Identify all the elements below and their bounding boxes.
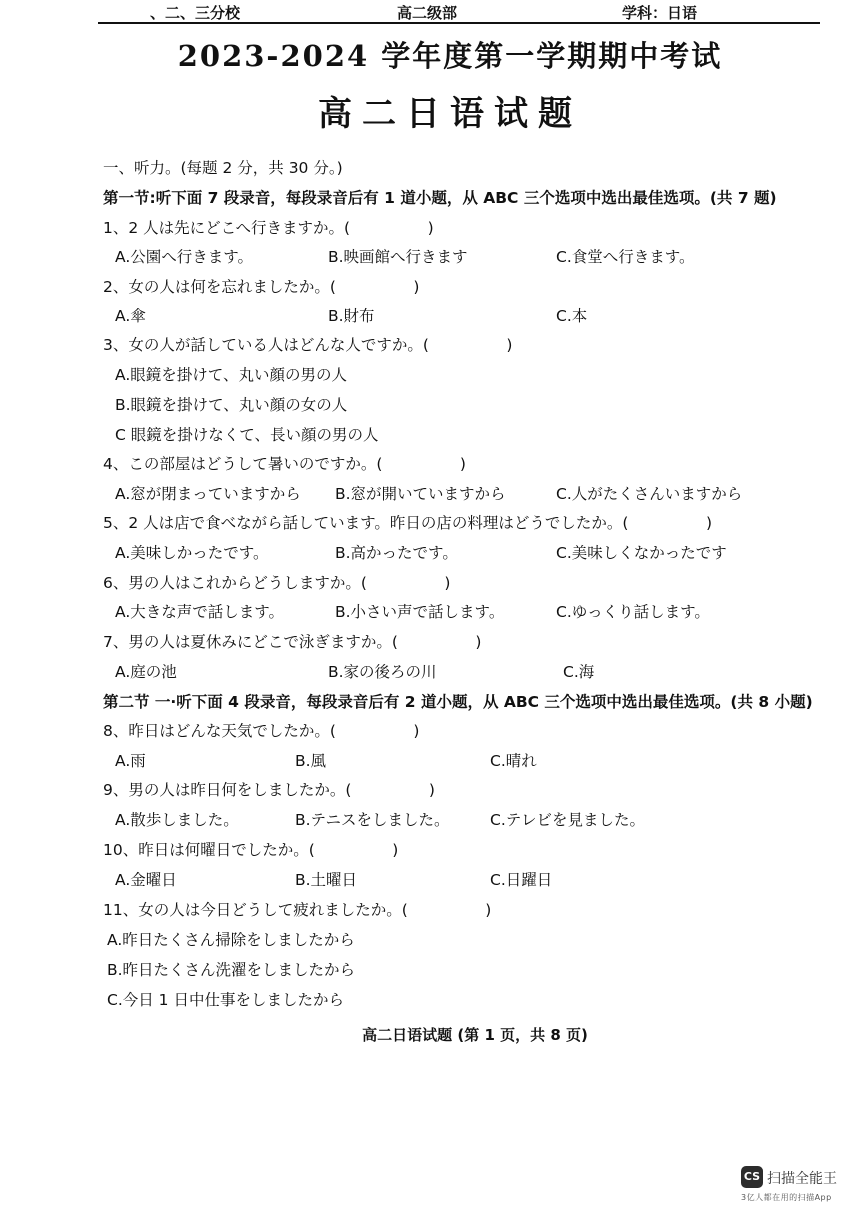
question-11-option-a: A.昨日たくさん掃除をしましたから <box>107 931 355 949</box>
question-8-options <box>0 749 860 777</box>
part1-heading: 第一节:听下面 7 段录音，每段录音后有 1 道小题，从 ABC 三个选项中选出最佳选项。(共 7 题) <box>103 189 777 207</box>
camscanner-logo-icon: CS <box>741 1166 763 1188</box>
question-7: 7、男の人は夏休みにどこで泳ぎますか。( ) <box>103 633 482 651</box>
option-c: C.テレビを見ました。 <box>490 811 645 829</box>
option-b: B.小さい声で話します。 <box>335 603 505 621</box>
option-a: A.大きな声で話します。 <box>115 603 285 621</box>
paper-title: 高二日语试题 <box>318 94 582 134</box>
question-11: 11、女の人は今日どうして疲れましたか。( ) <box>103 901 492 919</box>
question-4: 4、この部屋はどうして暑いのですか。( ) <box>103 455 466 473</box>
option-c: C.晴れ <box>490 752 537 770</box>
option-a: A.傘 <box>115 307 146 325</box>
question-2-options <box>0 304 860 332</box>
exam-title: 2023-2024 学年度第一学期期中考试 <box>177 39 723 73</box>
option-b: B.テニスをしました。 <box>295 811 450 829</box>
scanner-watermark <box>741 1166 845 1206</box>
option-a: A.金曜日 <box>115 871 177 889</box>
option-c: C.海 <box>563 663 595 681</box>
option-b: B.高かったです。 <box>335 544 458 562</box>
option-b: B.映画館へ行きます <box>328 248 468 266</box>
page-footer: 高二日语试题 (第 1 页，共 8 页) <box>362 1026 588 1044</box>
section-heading: 一、听力。(每题 2 分，共 30 分。) <box>103 159 343 177</box>
question-5: 5、2 人は店で食べながら話しています。昨日の店の料理はどうでしたか。( ) <box>103 514 713 532</box>
option-b: B.土曜日 <box>295 871 358 889</box>
part2-heading: 第二节 一·听下面 4 段录音，每段录音后有 2 道小题，从 ABC 三个选项中选出最佳选项。(共 8 小题) <box>103 693 813 711</box>
question-10-options <box>0 868 860 896</box>
question-9-options <box>0 808 860 836</box>
page-header <box>0 0 860 24</box>
question-3-option-c: C 眼鏡を掛けなくて、長い顔の男の人 <box>115 426 379 444</box>
option-c: C.日躍日 <box>490 871 553 889</box>
question-4-options <box>0 482 860 510</box>
question-3-option-b: B.眼鏡を掛けて、丸い顔の女の人 <box>115 396 348 414</box>
option-a: A.窓が閉まっていますから <box>115 485 301 503</box>
option-a: A.庭の池 <box>115 663 177 681</box>
question-9: 9、男の人は昨日何をしましたか。( ) <box>103 781 435 799</box>
option-c: C.ゆっくり話します。 <box>556 603 710 621</box>
question-11-option-c: C.今日 1 日中仕事をしましたから <box>107 991 344 1009</box>
question-6-options <box>0 600 860 628</box>
question-11-option-b: B.昨日たくさん洗濯をしましたから <box>107 961 356 979</box>
option-c: C.本 <box>556 307 588 325</box>
option-a: A.美味しかったです。 <box>115 544 269 562</box>
watermark-name: 扫描全能王 <box>767 1171 837 1187</box>
option-c: C.美味しくなかったです <box>556 544 727 562</box>
question-3: 3、女の人が話している人はどんな人ですか。( ) <box>103 336 513 354</box>
question-10: 10、昨日は何曜日でしたか。( ) <box>103 841 399 859</box>
option-c: C.食堂へ行きます。 <box>556 248 695 266</box>
question-8: 8、昨日はどんな天気でしたか。( ) <box>103 722 420 740</box>
watermark-slogan: 3亿人都在用的扫描App <box>741 1193 832 1202</box>
option-b: B.風 <box>295 752 327 770</box>
question-2: 2、女の人は何を忘れましたか。( ) <box>103 278 420 296</box>
header-rule <box>98 22 820 24</box>
header-department: 高二级部 <box>397 4 458 22</box>
option-a: A.散歩しました。 <box>115 811 239 829</box>
header-school: 、二、三分校 <box>150 4 241 22</box>
option-b: B.財布 <box>328 307 375 325</box>
header-subject: 学科：日语 <box>622 4 698 22</box>
question-1-options <box>0 245 860 273</box>
question-5-options <box>0 541 860 569</box>
option-b: B.窓が開いていますから <box>335 485 506 503</box>
option-c: C.人がたくさんいますから <box>556 485 743 503</box>
question-6: 6、男の人はこれからどうしますか。( ) <box>103 574 451 592</box>
option-b: B.家の後ろの川 <box>328 663 437 681</box>
question-7-options <box>0 660 860 688</box>
option-a: A.公園へ行きます。 <box>115 248 254 266</box>
option-a: A.雨 <box>115 752 146 770</box>
question-3-option-a: A.眼鏡を掛けて、丸い顔の男の人 <box>115 366 347 384</box>
question-1: 1、2 人は先にどこへ行きますか。( ) <box>103 219 434 237</box>
